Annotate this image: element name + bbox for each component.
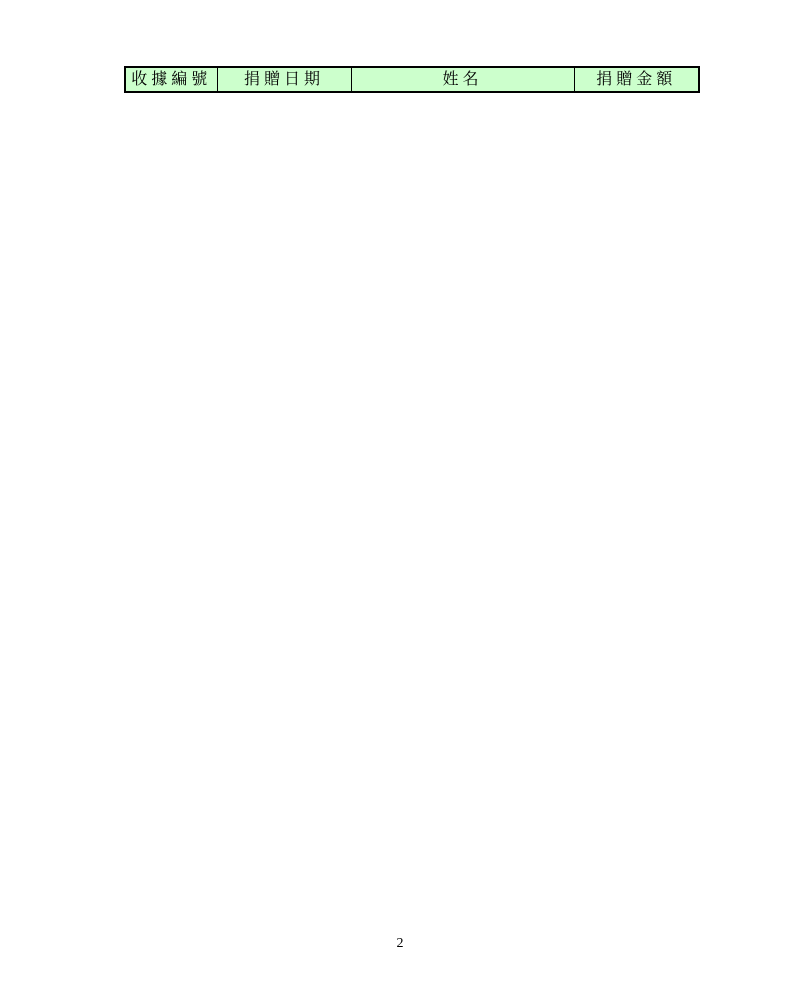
col-header-receipt-number: 收據編號 (125, 67, 217, 92)
table-header (125, 67, 699, 92)
page-number: 2 (396, 936, 404, 951)
col-header-donation-date: 捐贈日期 (217, 67, 351, 92)
col-header-name: 姓名 (351, 67, 574, 92)
donation-table (124, 66, 700, 93)
header-row (125, 67, 699, 92)
col-header-donation-amount: 捐贈金額 (574, 67, 699, 92)
